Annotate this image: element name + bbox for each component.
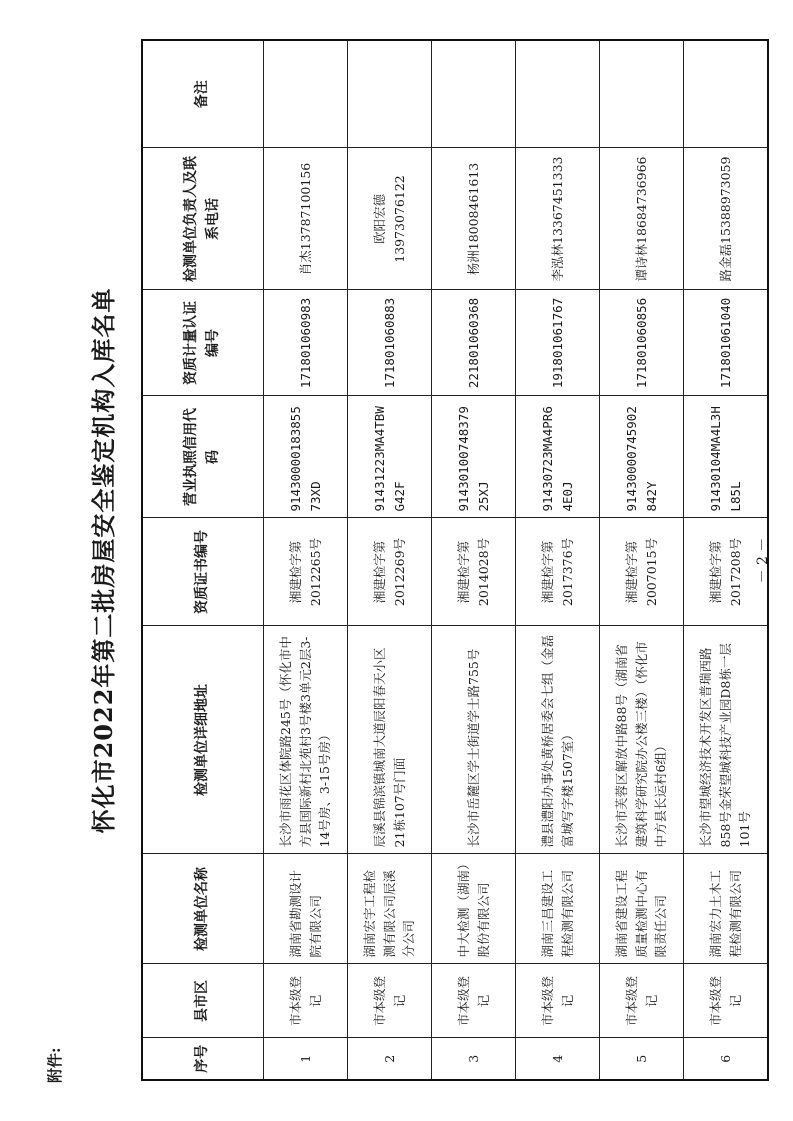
cell-county: 市本级登记 bbox=[600, 964, 684, 1038]
cell-license: 91430000183855 73XD bbox=[264, 396, 348, 518]
header-seq: 序号 bbox=[142, 1038, 264, 1080]
cell-metro: 191801061767 bbox=[516, 290, 600, 396]
cell-county: 市本级登记 bbox=[516, 964, 600, 1038]
cell-county: 市本级登记 bbox=[684, 964, 769, 1038]
cell-address: 长沙市岳麓区学士街道学士路755号 bbox=[432, 626, 516, 854]
cell-contact: 杨洲18008461613 bbox=[432, 148, 516, 290]
table-row bbox=[264, 40, 348, 1080]
cell-remark bbox=[432, 40, 516, 148]
header-name: 检测单位名称 bbox=[142, 854, 264, 964]
cell-cert: 湘建检字第2012265号 bbox=[264, 518, 348, 626]
cell-address: 长沙市芙蓉区解放中路88号（湖南省建筑科学研究院办公楼三楼）（怀化市中方县长运村6组） bbox=[600, 626, 684, 854]
cell-seq: 5 bbox=[600, 1038, 684, 1080]
attachment-label: 附件: bbox=[46, 1047, 64, 1083]
cell-address: 辰溪县锦滨镇城南大道辰阳春天小区21栋107号门面 bbox=[348, 626, 432, 854]
table-row bbox=[432, 40, 516, 1080]
cell-cert: 湘建检字第2012269号 bbox=[348, 518, 432, 626]
cell-metro: 221801060368 bbox=[432, 290, 516, 396]
page-title: 怀化市2022年第二批房屋安全鉴定机构入库名单 bbox=[89, 287, 118, 834]
cell-contact: 路金磊15388973059 bbox=[684, 148, 769, 290]
cell-license: 91431223MA4TBWG42F bbox=[348, 396, 432, 518]
header-cert: 资质证书编号 bbox=[142, 518, 264, 626]
cell-county: 市本级登记 bbox=[264, 964, 348, 1038]
header-license: 营业执照信用代码 bbox=[142, 396, 264, 518]
header-remark: 备注 bbox=[142, 40, 264, 148]
header-row bbox=[142, 40, 264, 1080]
table-row bbox=[600, 40, 684, 1080]
cell-address: 澧县澧阳办事处黄桥居委会七组（金磊富城写字楼1507室） bbox=[516, 626, 600, 854]
cell-license: 91430104MA4L3HL85L bbox=[684, 396, 769, 518]
table-row bbox=[348, 40, 432, 1080]
cell-metro: 171801060983 bbox=[264, 290, 348, 396]
cell-address: 长沙市望城经济技术开发区普瑞西路858号金荣望城科技产业园D8栋一层101号 bbox=[684, 626, 769, 854]
cell-seq: 6 bbox=[684, 1038, 769, 1080]
header-address: 检测单位详细地址 bbox=[142, 626, 264, 854]
cell-contact: 谭诗林18684736966 bbox=[600, 148, 684, 290]
header-metro: 资质计量认证编号 bbox=[142, 290, 264, 396]
header-county: 县市区 bbox=[142, 964, 264, 1038]
cell-seq: 4 bbox=[516, 1038, 600, 1080]
cell-address: 长沙市雨花区体院路245号（怀化市中方县国际新村北苑村3号楼3单元2层3-14号房、3-15号房） bbox=[264, 626, 348, 854]
cell-seq: 2 bbox=[348, 1038, 432, 1080]
cell-cert: 湘建检字第2007015号 bbox=[600, 518, 684, 626]
cell-county: 市本级登记 bbox=[432, 964, 516, 1038]
cell-cert: 湘建检字第2017208号 bbox=[684, 518, 769, 626]
cell-contact: 李泓林13367451333 bbox=[516, 148, 600, 290]
cell-contact: 肖杰13787100156 bbox=[264, 148, 348, 290]
cell-name: 湖南省勘测设计院有限公司 bbox=[264, 854, 348, 964]
cell-name: 湖南宏宇工程检测有限公司辰溪分公司 bbox=[348, 854, 432, 964]
table-row bbox=[516, 40, 600, 1080]
cell-metro: 171801060856 bbox=[600, 290, 684, 396]
cell-contact: 欧阳宏德13973076122 bbox=[348, 148, 432, 290]
cell-name: 湖南三昌建设工程检测有限公司 bbox=[516, 854, 600, 964]
cell-cert: 湘建检字第2014028号 bbox=[432, 518, 516, 626]
header-contact: 检测单位负责人及联系电话 bbox=[142, 148, 264, 290]
page-number: － 2 － bbox=[755, 537, 771, 584]
cell-metro: 171801061040 bbox=[684, 290, 769, 396]
cell-remark bbox=[264, 40, 348, 148]
cell-metro: 171801060883 bbox=[348, 290, 432, 396]
cell-license: 91430000745902 842Y bbox=[600, 396, 684, 518]
cell-license: 91430100748379 25XJ bbox=[432, 396, 516, 518]
cell-county: 市本级登记 bbox=[348, 964, 432, 1038]
cell-name: 湖南省建设工程质量检测中心有限责任公司 bbox=[600, 854, 684, 964]
cell-name: 中大检测（湖南）股份有限公司 bbox=[432, 854, 516, 964]
cell-seq: 3 bbox=[432, 1038, 516, 1080]
roster-table bbox=[141, 39, 769, 1081]
cell-remark bbox=[348, 40, 432, 148]
cell-remark bbox=[516, 40, 600, 148]
cell-cert: 湘建检字第2017376号 bbox=[516, 518, 600, 626]
cell-seq: 1 bbox=[264, 1038, 348, 1080]
cell-name: 湖南宏力土木工程检测有限公司 bbox=[684, 854, 769, 964]
cell-license: 91430723MA4PR64E0J bbox=[516, 396, 600, 518]
cell-remark bbox=[600, 40, 684, 148]
